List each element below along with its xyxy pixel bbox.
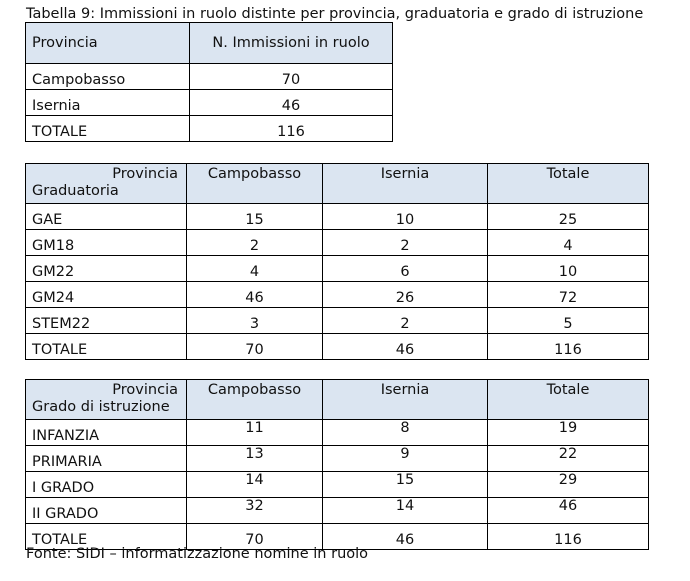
cell-value: 46 [488, 498, 649, 524]
cell-value: 29 [488, 472, 649, 498]
cell-value: 70 [187, 334, 323, 360]
cell-value: 15 [187, 204, 323, 230]
corner-header [26, 164, 187, 204]
column-header-isernia: Isernia [323, 164, 488, 204]
table-row [26, 64, 393, 90]
header-row [26, 164, 649, 204]
row-label: GM18 [26, 230, 187, 256]
source-note: Fonte: SIDI – informatizzazione nomine in ruolo [26, 546, 369, 562]
table-caption: Tabella 9: Immissioni in ruolo distinte per provincia, graduatoria e grado di istruzione [26, 6, 644, 22]
corner-header-graduatoria: Graduatoria [32, 183, 119, 199]
row-label: INFANZIA [26, 420, 187, 446]
cell-value: 10 [323, 204, 488, 230]
row-label: STEM22 [26, 308, 187, 334]
cell-value: 2 [323, 308, 488, 334]
row-label: I GRADO [26, 472, 187, 498]
cell-value: 9 [323, 446, 488, 472]
cell-value: 6 [323, 256, 488, 282]
cell-value: 25 [488, 204, 649, 230]
cell-value: 15 [323, 472, 488, 498]
cell-value: 2 [187, 230, 323, 256]
corner-header-grado: Grado di istruzione [32, 399, 170, 415]
table-row [26, 498, 649, 524]
table-row [26, 282, 649, 308]
cell-value: 116 [190, 116, 393, 142]
cell-value: 46 [187, 282, 323, 308]
cell-value: 3 [187, 308, 323, 334]
table-row [26, 90, 393, 116]
row-label: TOTALE [26, 334, 187, 360]
table-row [26, 256, 649, 282]
table-row [26, 446, 649, 472]
column-header-provincia: Provincia [26, 23, 190, 64]
row-label: GM22 [26, 256, 187, 282]
table-immissioni-graduatoria [25, 163, 649, 360]
cell-value: 14 [323, 498, 488, 524]
cell-value: 32 [187, 498, 323, 524]
cell-value: 22 [488, 446, 649, 472]
cell-value: 14 [187, 472, 323, 498]
row-label: GAE [26, 204, 187, 230]
cell-value: 116 [488, 334, 649, 360]
cell-value: 46 [323, 334, 488, 360]
cell-value: 5 [488, 308, 649, 334]
table-row [26, 420, 649, 446]
row-label: II GRADO [26, 498, 187, 524]
column-header-totale: Totale [488, 164, 649, 204]
cell-value: 46 [190, 90, 393, 116]
table-row-total [26, 334, 649, 360]
row-label: GM24 [26, 282, 187, 308]
corner-header-provincia: Provincia [112, 382, 178, 398]
table-immissioni-grado-istruzione [25, 379, 649, 550]
header-row [26, 23, 393, 64]
table-row-total [26, 116, 393, 142]
cell-value: 72 [488, 282, 649, 308]
cell-value: 13 [187, 446, 323, 472]
table-row [26, 308, 649, 334]
table-row [26, 204, 649, 230]
cell-value: 46 [323, 524, 488, 550]
row-label: PRIMARIA [26, 446, 187, 472]
cell-value: 19 [488, 420, 649, 446]
row-label: TOTALE [26, 116, 190, 142]
cell-value: 70 [190, 64, 393, 90]
table-row [26, 230, 649, 256]
cell-value: 4 [488, 230, 649, 256]
column-header-campobasso: Campobasso [187, 380, 323, 420]
cell-value: 116 [488, 524, 649, 550]
cell-value: 10 [488, 256, 649, 282]
row-label: Isernia [26, 90, 190, 116]
column-header-totale: Totale [488, 380, 649, 420]
cell-value: 8 [323, 420, 488, 446]
table-immissioni-provincia [25, 22, 393, 142]
column-header-campobasso: Campobasso [187, 164, 323, 204]
column-header-isernia: Isernia [323, 380, 488, 420]
row-label: TOTALE [26, 524, 187, 550]
cell-value: 2 [323, 230, 488, 256]
column-header-immissioni: N. Immissioni in ruolo [190, 23, 393, 64]
row-label: Campobasso [26, 64, 190, 90]
header-row [26, 380, 649, 420]
corner-header-provincia: Provincia [112, 166, 178, 182]
cell-value: 26 [323, 282, 488, 308]
corner-header [26, 380, 187, 420]
table-row [26, 472, 649, 498]
cell-value: 4 [187, 256, 323, 282]
cell-value: 11 [187, 420, 323, 446]
cell-value: 70 [187, 524, 323, 550]
